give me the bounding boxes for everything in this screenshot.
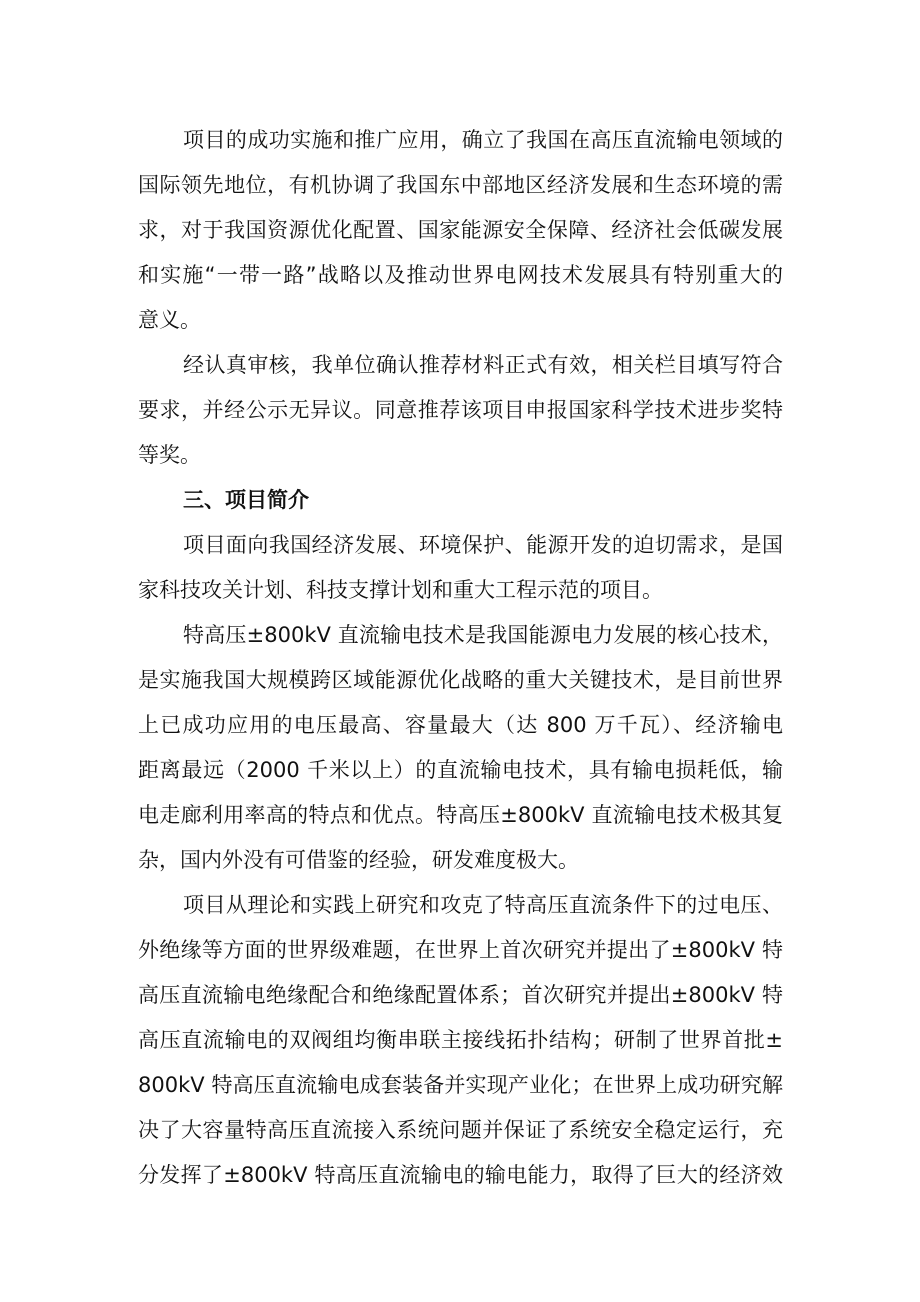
paragraph-2 <box>138 343 783 478</box>
text-line: 电走廊利用率高的特点和优点。特高压±800kV 直流输电技术极其复 <box>138 803 783 827</box>
text-line: 是实施我国大规模跨区域能源优化战略的重大关键技术，是目前世界 <box>138 668 783 692</box>
text-line: 国际领先地位，有机协调了我国东中部地区经济发展和生态环境的需 <box>138 173 783 197</box>
text-line: 外绝缘等方面的世界级难题，在世界上首次研究并提出了±800kV 特 <box>138 938 783 962</box>
paragraph-3 <box>138 523 783 613</box>
text-line: 距离最远（2000 千米以上）的直流输电技术，具有输电损耗低，输 <box>138 758 783 782</box>
document-page <box>138 118 783 1198</box>
text-line: 项目从理论和实践上研究和攻克了特高压直流条件下的过电压、 <box>183 893 783 917</box>
text-line: 项目的成功实施和推广应用，确立了我国在高压直流输电领域的 <box>183 128 783 152</box>
text-line: 经认真审核，我单位确认推荐材料正式有效，相关栏目填写符合 <box>183 353 783 377</box>
text-line: 高压直流输电绝缘配合和绝缘配置体系；首次研究并提出±800kV 特 <box>138 983 783 1007</box>
text-line: 杂，国内外没有可借鉴的经验，研发难度极大。 <box>138 848 579 872</box>
text-line: 上已成功应用的电压最高、容量最大（达 800 万千瓦）、经济输电 <box>138 713 783 737</box>
text-line: 意义。 <box>138 308 201 332</box>
paragraph-4 <box>138 613 783 883</box>
paragraph-5 <box>138 883 783 1198</box>
section-heading: 三、项目简介 <box>183 488 309 512</box>
text-line: 800kV 特高压直流输电成套装备并实现产业化；在世界上成功研究解 <box>138 1073 783 1097</box>
text-line: 等奖。 <box>138 443 201 467</box>
text-line: 家科技攻关计划、科技支撑计划和重大工程示范的项目。 <box>138 578 663 602</box>
text-line: 和实施“一带一路”战略以及推动世界电网技术发展具有特别重大的 <box>138 263 783 287</box>
text-line: 特高压±800kV 直流输电技术是我国能源电力发展的核心技术， <box>183 623 783 647</box>
paragraph-1 <box>138 118 783 343</box>
text-line: 高压直流输电的双阀组均衡串联主接线拓扑结构；研制了世界首批± <box>138 1028 783 1052</box>
text-line: 分发挥了±800kV 特高压直流输电的输电能力，取得了巨大的经济效 <box>138 1163 783 1187</box>
text-line: 求，对于我国资源优化配置、国家能源安全保障、经济社会低碳发展 <box>138 218 783 242</box>
text-line: 项目面向我国经济发展、环境保护、能源开发的迫切需求，是国 <box>183 533 783 557</box>
text-line: 要求，并经公示无异议。同意推荐该项目申报国家科学技术进步奖特 <box>138 398 783 422</box>
text-line: 决了大容量特高压直流接入系统问题并保证了系统安全稳定运行，充 <box>138 1118 783 1142</box>
